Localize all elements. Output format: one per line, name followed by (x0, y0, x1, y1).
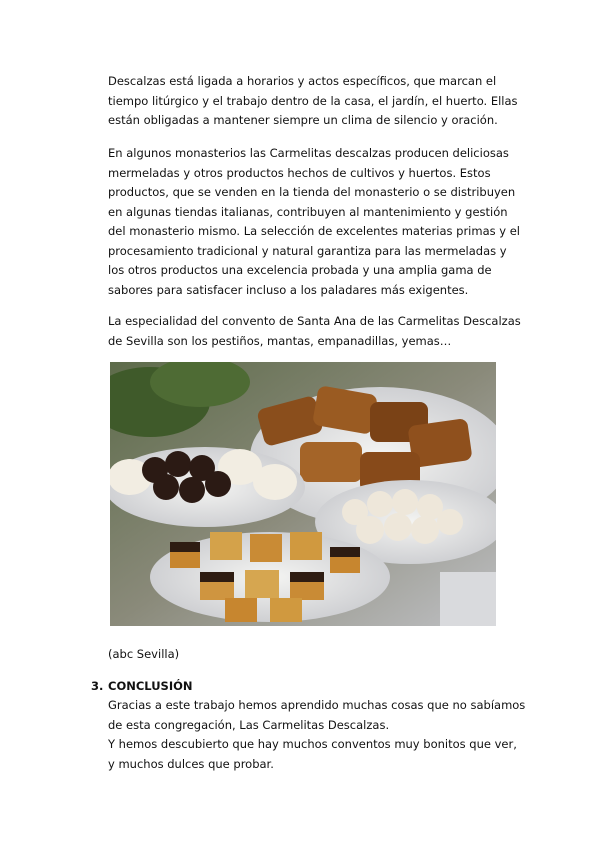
paragraph-products: En algunos monasterios las Carmelitas descalzas producen deliciosas mermeladas y otros productos hechos de cultivos y huertos. Estos productos, que se venden en la tienda del monasterio o se distribuyen en algunas tiendas italianas, contribuyen al mantenimiento y gestión del monasterio mismo. La selección de excelentes materias primas y el procesamiento tradicional y natural garantiza para las mermeladas y los otros productos una excelencia probada y una amplia gama de sabores para satisfacer incluso a los paladares más exigentes. (108, 146, 520, 297)
conclusion-line-1: Gracias a este trabajo hemos aprendido muchas cosas que no sabíamos de esta congregación, Las Carmelitas Descalzas. (108, 698, 526, 732)
paragraph-schedule: Descalzas está ligada a horarios y actos específicos, que marcan el tiempo litúrgico y el trabajo dentro de la casa, el jardín, el huerto. Ellas están obligadas a mantener siempre un clima de silencio y oración. (108, 74, 518, 127)
conclusion-line-2: Y hemos descubierto que hay muchos conventos muy bonitos que ver, y muchos dulces que probar. (108, 737, 517, 771)
section-title-text: CONCLUSIÓN (108, 679, 193, 693)
section-number: 3. (91, 679, 104, 693)
photo-caption: (abc Sevilla) (108, 647, 180, 661)
paragraph-specialty: La especialidad del convento de Santa Ana de las Carmelitas Descalzas de Sevilla son los pestiños, mantas, empanadillas, yemas… (108, 314, 521, 348)
conclusion-text (108, 696, 526, 774)
section-heading (91, 677, 193, 695)
sweets-photo (110, 362, 496, 626)
